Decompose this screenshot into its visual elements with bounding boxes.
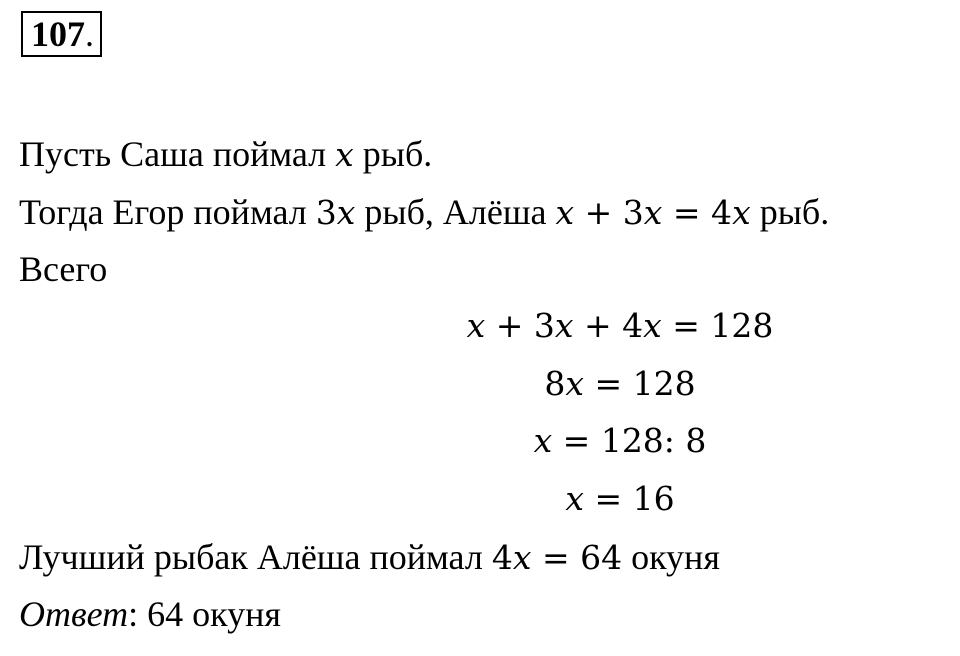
line3-text: Всего: [19, 249, 108, 289]
equation-1: x + 3x + 4x = 128: [466, 306, 774, 345]
conclusion-line: [19, 537, 720, 578]
problem-number: 107: [31, 14, 85, 54]
line1-text-b: рыб.: [353, 134, 433, 174]
text-line-3: [19, 249, 107, 289]
answer-label: Ответ: [19, 594, 129, 634]
answer-value: 64 окуня: [138, 594, 281, 634]
line2-text-a: Тогда Егор поймал: [19, 192, 316, 232]
answer-colon: :: [128, 594, 139, 634]
equation-4: x = 16: [565, 479, 675, 518]
conclusion-text-a: Лучший рыбак Алёша поймал: [19, 537, 492, 577]
problem-number-dot: .: [85, 14, 94, 54]
conclusion-text-b: окуня: [622, 537, 720, 577]
text-line-2: [19, 192, 829, 233]
line2-text-c: рыб.: [750, 192, 830, 232]
line1-text-a: Пусть Саша поймал: [19, 134, 336, 174]
equation-3: x = 128: 8: [533, 421, 707, 460]
conclusion-math: 4x = 64: [491, 538, 623, 577]
line2-text-b: рыб, Алёша: [355, 192, 556, 232]
equation-2: 8x = 128: [544, 364, 696, 403]
line2-math-2: x + 3x = 4x: [555, 193, 751, 232]
text-line-1: [19, 134, 432, 175]
answer-line: [19, 594, 281, 634]
problem-number-box: [21, 11, 102, 57]
line2-math-1: 3x: [315, 193, 356, 232]
line1-var: x: [335, 135, 354, 174]
